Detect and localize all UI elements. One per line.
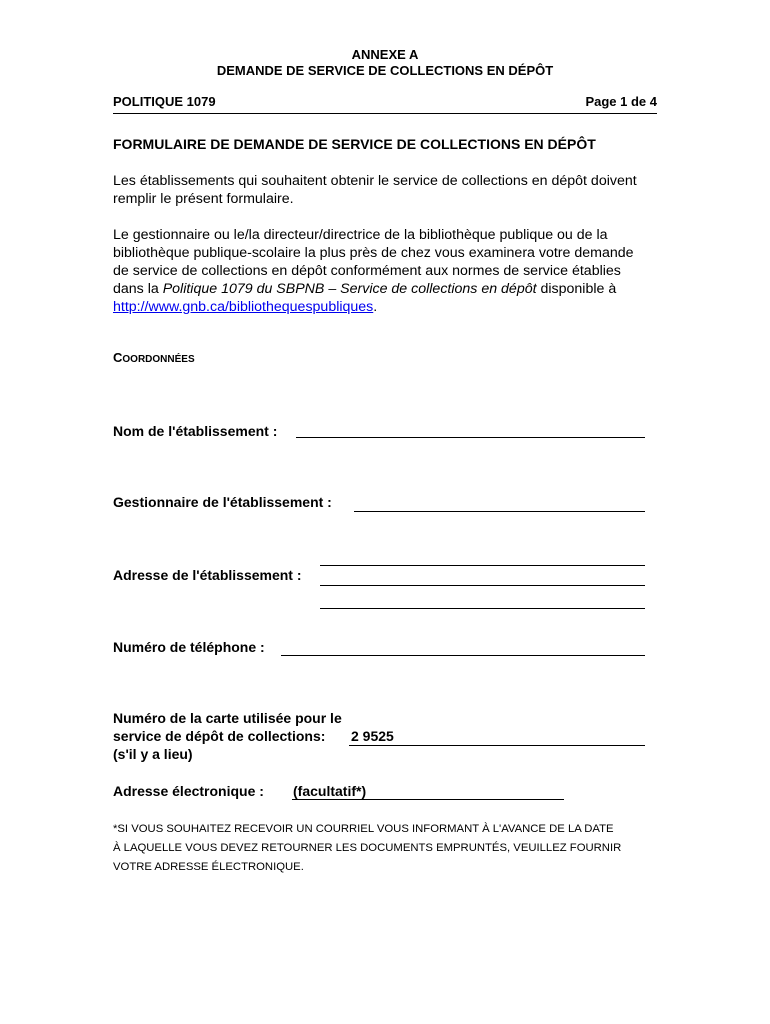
footnote-line-1: *SI VOUS SOUHAITEZ RECEVOIR UN COURRIEL VOUS INFORMANT À L'AVANCE DE LA DATE bbox=[113, 823, 614, 835]
review-text-1: Le gestionnaire ou le/la directeur/directrice de la bibliothèque publique ou de la bibliothèque publique-scolaire la plus près de chez vous examinera votre demande de service de collections en dépôt conformément aux normes de service établies dans la bbox=[113, 227, 634, 297]
annex-title: ANNEXE A bbox=[351, 47, 419, 62]
section-heading-initial: C bbox=[113, 350, 123, 365]
phone-field[interactable] bbox=[281, 655, 645, 656]
card-label-line-1: Numéro de la carte utilisée pour le bbox=[113, 710, 342, 726]
policy-title: Politique 1079 du SBPNB – Service de collections en dépôt bbox=[162, 281, 537, 297]
library-link[interactable]: http://www.gnb.ca/bibliothequespubliques bbox=[113, 299, 374, 315]
email-value[interactable]: (facultatif*) bbox=[293, 783, 367, 799]
card-label-line-2: service de dépôt de collections: bbox=[113, 728, 326, 744]
annex-subtitle: DEMANDE DE SERVICE DE COLLECTIONS EN DÉPÔT bbox=[216, 63, 554, 78]
manager-field[interactable] bbox=[354, 511, 645, 512]
section-heading bbox=[113, 350, 195, 365]
footnote-line-2: À LAQUELLE VOUS DEVEZ RETOURNER LES DOCUMENTS EMPRUNTÉS, VEUILLEZ FOURNIR bbox=[113, 842, 622, 854]
review-text-3: . bbox=[373, 299, 378, 315]
address-field-line-3[interactable] bbox=[320, 608, 645, 609]
header-rule bbox=[113, 113, 657, 114]
section-heading-rest: OORDONNÉES bbox=[122, 354, 195, 365]
address-field-line-1[interactable] bbox=[320, 565, 645, 566]
address-label: Adresse de l'établissement : bbox=[113, 567, 302, 583]
card-label-line-3: (s'il y a lieu) bbox=[113, 746, 193, 762]
email-footnote bbox=[113, 820, 658, 877]
manager-label: Gestionnaire de l'établissement : bbox=[113, 494, 332, 510]
page-number: Page 1 de 4 bbox=[585, 94, 657, 109]
review-paragraph bbox=[113, 226, 653, 316]
establishment-name-label: Nom de l'établissement : bbox=[113, 423, 278, 439]
intro-paragraph: Les établissements qui souhaitent obtenir le service de collections en dépôt doivent remplir le présent formulaire. bbox=[113, 173, 637, 207]
policy-number: POLITIQUE 1079 bbox=[113, 94, 216, 109]
review-text-2: disponible à bbox=[536, 281, 617, 297]
footnote-line-3: VOTRE ADRESSE ÉLECTRONIQUE. bbox=[113, 861, 304, 873]
form-title: FORMULAIRE DE DEMANDE DE SERVICE DE COLLECTIONS EN DÉPÔT bbox=[113, 136, 596, 152]
address-field-line-2[interactable] bbox=[320, 585, 645, 586]
card-number-value[interactable]: 2 9525 bbox=[351, 728, 394, 744]
card-number-field[interactable] bbox=[349, 745, 645, 746]
phone-label: Numéro de téléphone : bbox=[113, 639, 265, 655]
email-label: Adresse électronique : bbox=[113, 783, 264, 799]
email-field[interactable] bbox=[292, 799, 564, 800]
establishment-name-field[interactable] bbox=[296, 437, 645, 438]
